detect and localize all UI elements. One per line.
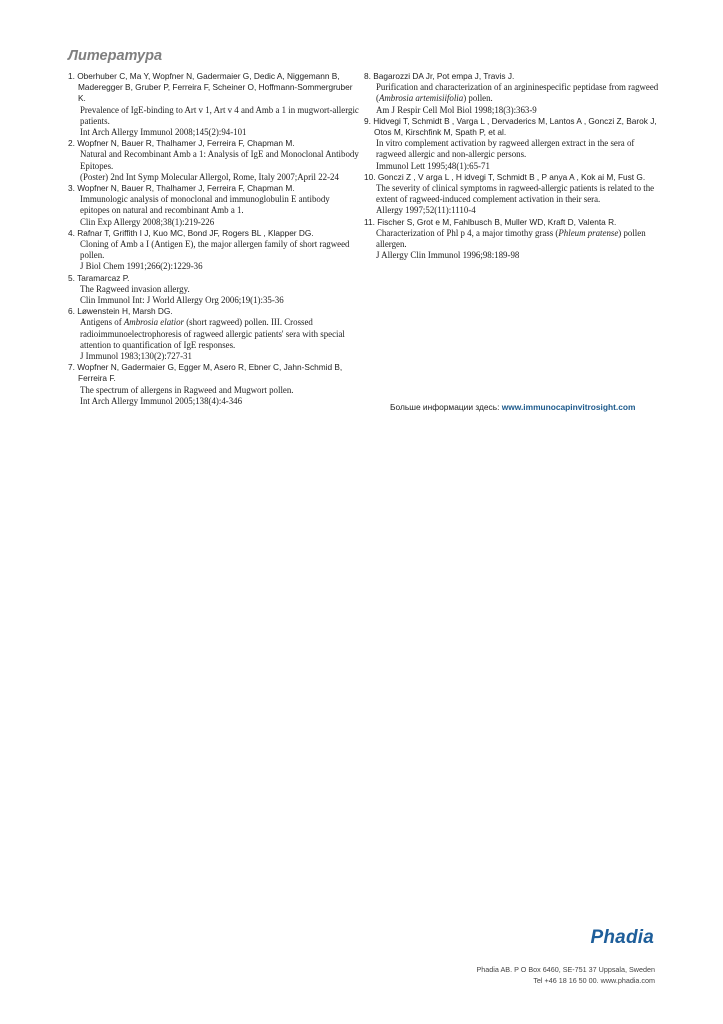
reference-line: Allergy 1997;52(11):1110-4: [376, 205, 476, 216]
reference-authors: 3. Wopfner N, Bauer R, Thalhamer J, Ferreira F, Chapman M.: [68, 183, 295, 194]
reference-line: Clin Immunol Int: J World Allergy Org 2006;19(1):35-36: [80, 295, 284, 306]
footer-contact: Tel +46 18 16 50 00. www.phadia.com: [533, 976, 655, 985]
more-info-label: Больше информации здесь:: [390, 402, 500, 412]
reference-authors: 5. Taramarcaz P.: [68, 272, 130, 283]
reference-title: [376, 228, 664, 250]
reference-body: [364, 138, 664, 172]
reference-item: [68, 228, 360, 273]
reference-authors: 2. Wopfner N, Bauer R, Thalhamer J, Ferreira F, Chapman M.: [68, 138, 295, 149]
reference-line: Immunologic analysis of monoclonal and immunoglobulin E antibody epitopes on natural and recombinant Amb a 1.: [80, 194, 330, 216]
reference-body: [364, 82, 664, 116]
reference-title-text: ) pollen.: [463, 93, 493, 104]
reference-authors: 9. Hidvegi T, Schmidt B , Varga L , Dervaderics M, Lantos A , Gonczi Z, Barok J, Otos M, Kirschfink M, Spath P, et al.: [364, 115, 659, 138]
reference-line: The Ragweed invasion allergy.: [80, 283, 190, 294]
reference-title: [376, 82, 664, 104]
reference-authors: 7. Wopfner N, Gadermaier G, Egger M, Asero R, Ebner C, Jahn-Schmid B, Ferreira F.: [68, 362, 345, 384]
page-title: Литература: [68, 48, 163, 64]
references-right-column: [364, 71, 664, 261]
reference-authors: 11. Fischer S, Grot e M, Fahlbusch B, Muller WD, Kraft D, Valenta R.: [364, 216, 617, 227]
reference-species-name: Ambrosia artemisiifolia: [378, 93, 464, 104]
reference-species-name: Phleum pratense: [558, 227, 619, 238]
reference-item: [68, 183, 360, 228]
reference-body: [68, 105, 360, 139]
footer-address: Phadia AB. P O Box 6460, SE-751 37 Uppsala, Sweden: [476, 965, 655, 974]
phadia-logo: Phadia: [590, 927, 654, 948]
reference-line: J Allergy Clin Immunol 1996;98:189-98: [376, 250, 520, 261]
more-info: [390, 402, 635, 412]
reference-authors: 6. Løwenstein H, Marsh DG.: [68, 306, 173, 317]
reference-line: Am J Respir Cell Mol Biol 1998;18(3):363-9: [376, 104, 537, 115]
reference-item: [68, 362, 360, 407]
reference-title: [80, 317, 360, 351]
reference-item: [364, 71, 664, 116]
reference-line: Prevalence of IgE-binding to Art v 1, Art v 4 and Amb a 1 in mugwort-allergic patients.: [80, 104, 359, 126]
reference-line: J Biol Chem 1991;266(2):1229-36: [80, 261, 203, 272]
reference-line: Immunol Lett 1995;48(1):65-71: [376, 160, 490, 171]
footer: [477, 964, 655, 986]
reference-line: Clin Exp Allergy 2008;38(1):219-226: [80, 216, 215, 227]
reference-line: J Immunol 1983;130(2):727-31: [80, 351, 192, 362]
reference-item: [364, 217, 664, 262]
references-left-column: [68, 71, 360, 407]
reference-title-text: ) pollen allergen.: [376, 227, 646, 250]
reference-body: [68, 317, 360, 362]
reference-item: [68, 273, 360, 307]
reference-body: [68, 239, 360, 273]
reference-authors: 10. Gonczi Z , V arga L , H idvegi T, Schmidt B , P anya A , Kok ai M, Fust G.: [364, 171, 646, 182]
reference-line: Int Arch Allergy Immunol 2005;138(4):4-346: [80, 395, 243, 406]
reference-line: The severity of clinical symptoms in ragweed-allergic patients is related to the extent of ragweed-induced complement activation in their sera.: [376, 183, 655, 205]
reference-line: Int Arch Allergy Immunol 2008;145(2):94-101: [80, 127, 247, 138]
reference-line: Natural and Recombinant Amb a 1: Analysis of IgE and Monoclonal Antibody Epitopes.: [80, 149, 359, 171]
reference-body: [68, 149, 360, 183]
reference-body: [68, 284, 360, 306]
reference-authors: 8. Bagarozzi DA Jr, Pot empa J, Travis J.: [364, 71, 515, 81]
reference-item: [364, 172, 664, 217]
reference-authors: 1. Oberhuber C, Ma Y, Wopfner N, Gadermaier G, Dedic A, Niggemann B, Maderegger B, Gruber P, Ferreira F, Scheiner O, Hoffmann-Sommergruber K.: [68, 71, 355, 104]
reference-title-text: Purification and characterization of an argininespecific peptidase from ragweed (: [376, 82, 659, 104]
reference-body: [364, 228, 664, 262]
reference-item: [68, 306, 360, 362]
reference-body: [68, 385, 360, 407]
reference-authors: 4. Rafnar T, Griffith I J, Kuo MC, Bond JF, Rogers BL , Klapper DG.: [68, 227, 314, 238]
reference-species-name: Ambrosia elatior: [123, 317, 184, 328]
reference-item: [68, 71, 360, 138]
more-info-link[interactable]: www.immunocapinvitrosight.com: [501, 402, 636, 412]
reference-body: [68, 194, 360, 228]
reference-title-text: Characterization of Phl p 4, a major timothy grass (: [376, 227, 559, 238]
reference-line: Cloning of Amb a I (Antigen E), the major allergen family of short ragweed pollen.: [80, 239, 350, 261]
reference-line: The spectrum of allergens in Ragweed and Mugwort pollen.: [80, 384, 294, 395]
reference-line: (Poster) 2nd Int Symp Molecular Allergol, Rome, Italy 2007;April 22-24: [80, 171, 339, 182]
reference-line: In vitro complement activation by ragweed allergen extract in the sera of ragweed allergic and non-allergic persons.: [376, 138, 635, 160]
reference-body: [364, 183, 664, 217]
reference-title-text: (short ragweed) pollen. III. Crossed radioimmunoelectrophoresis of ragweed allergic patients' sera with special attention to quantification of IgE responses.: [80, 317, 345, 350]
reference-title-text: Antigens of: [80, 317, 124, 328]
reference-item: [68, 138, 360, 183]
reference-item: [364, 116, 664, 172]
